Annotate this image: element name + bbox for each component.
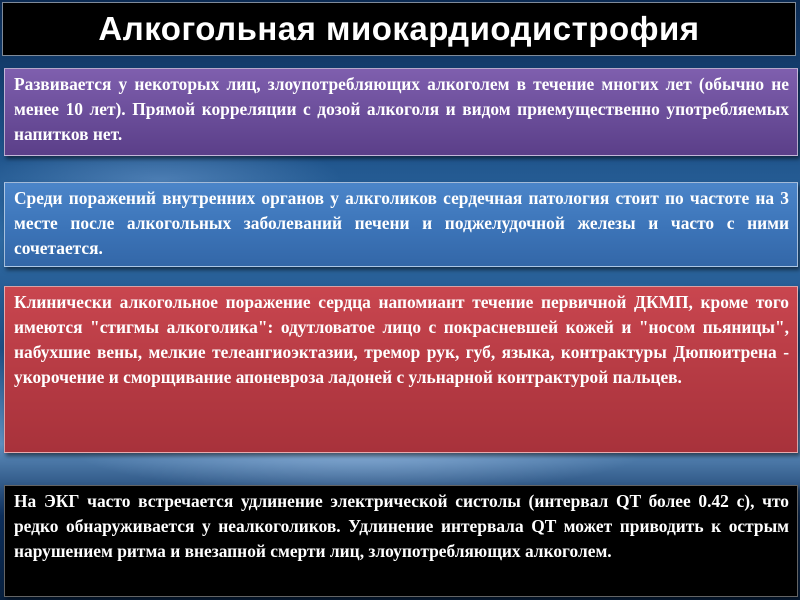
title-bar	[2, 2, 796, 56]
text-panel-development: Развивается у некоторых лиц, злоупотребляющих алкоголем в течение многих лет (обычно не менее 10 лет). Прямой корреляции с дозой алкоголя и видом приемущественно употребляемых напитков нет.	[4, 68, 798, 156]
slide-title: Алкогольная миокардиодистрофия	[98, 10, 700, 47]
text-panel-clinical-signs: Клинически алкогольное поражение сердца напомиант течение первичной ДКМП, кроме того имеются "стигмы алкоголика": одутловатое лицо с покрасневшей кожей и "носом пьяницы", набухшие вены, мелкие телеангиоэктазии, тремор рук, губ, языка, контрактуры Дюпюитрена - укорочение и сморщивание апоневроза ладоней с ульнарной контрактурой пальцев.	[4, 286, 798, 453]
text-panel-ecg: На ЭКГ часто встречается удлинение электрической систолы (интервал QT более 0.42 с), что редко обнаруживается у неалкоголиков. Удлинение интервала QT может приводить к острым нарушением ритма и внезапной смерти лиц, злоупотребляющих алкоголем.	[4, 485, 798, 597]
text-panel-prevalence: Среди поражений внутренних органов у алкголиков сердечная патология стоит по частоте на 3 месте после алкогольных заболеваний печени и поджелудочной железы и часто с ними сочетается.	[4, 182, 798, 267]
